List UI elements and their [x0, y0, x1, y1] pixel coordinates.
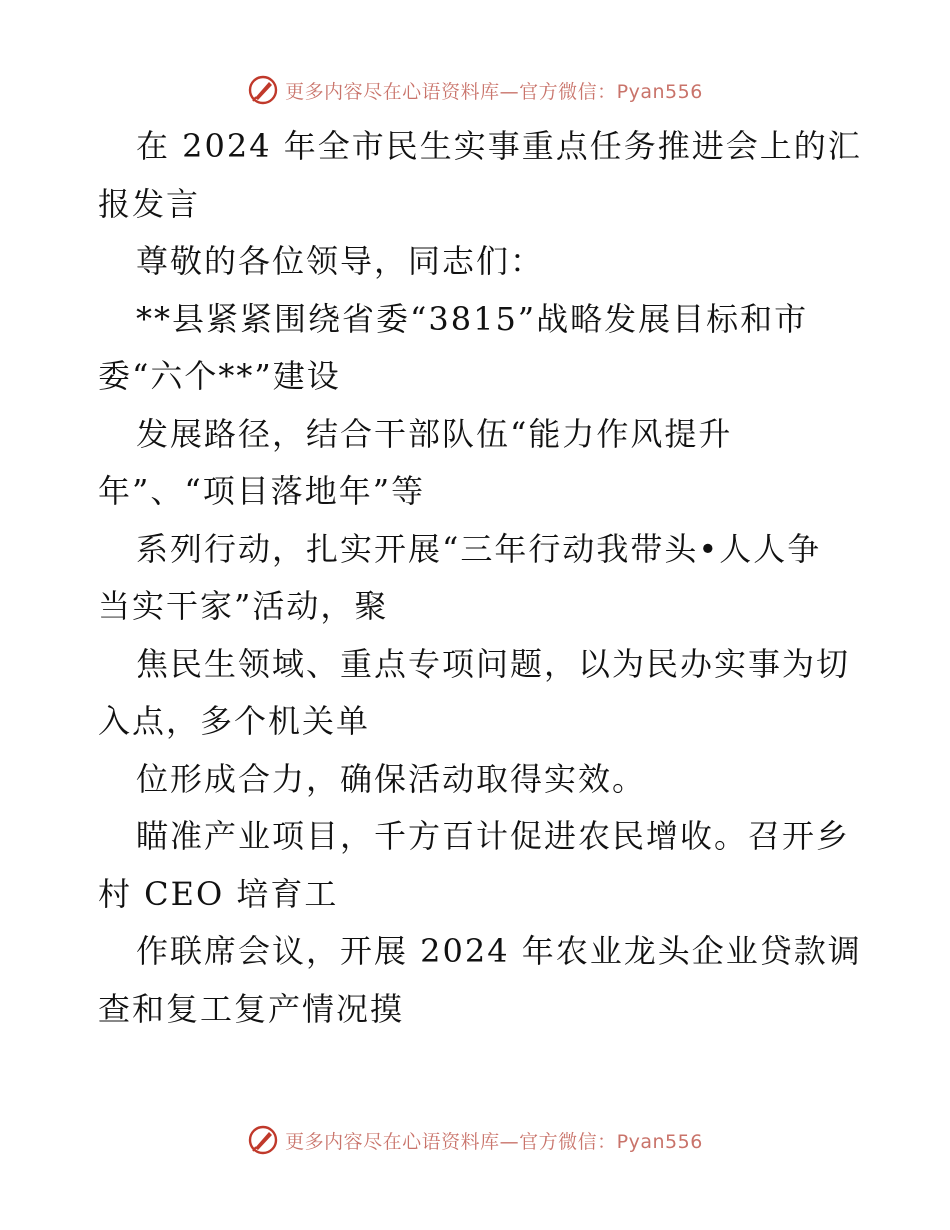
text-line: 作联席会议，开展 2024 年农业龙头企业贷款调: [136, 932, 862, 970]
text-line: 村 CEO 培育工: [98, 874, 339, 913]
footer-watermark: [0, 1120, 950, 1160]
text-line: 系列行动，扎实开展“三年行动我带头•人人争: [136, 529, 822, 568]
document-body: [98, 118, 862, 1038]
quill-pen-logo-icon: [247, 1124, 279, 1156]
text-line: 报发言: [98, 184, 201, 223]
text-line: 年”、“项目落地年”等: [98, 472, 426, 510]
header-watermark: [0, 70, 950, 110]
quill-pen-logo-icon: [247, 74, 279, 106]
text-line: 当实干家”活动，聚: [98, 587, 389, 625]
text-line: 位形成合力，确保活动取得实效。: [136, 759, 647, 798]
text-line: **县紧紧围绕省委“3815”战略发展目标和市: [136, 299, 809, 338]
text-line: 焦民生领域、重点专项问题，以为民办实事为切: [136, 644, 851, 683]
watermark-text: 更多内容尽在心语资料库—官方微信：Pyan556: [285, 1130, 703, 1153]
text-line: 瞄准产业项目，千方百计促进农民增收。召开乡: [136, 817, 851, 855]
text-line: 入点，多个机关单: [98, 702, 371, 740]
text-line: 发展路径，结合干部队伍“能力作风提升: [136, 414, 733, 453]
text-line: 尊敬的各位领导，同志们：: [136, 242, 545, 280]
text-line: 委“六个**”建设: [98, 357, 341, 395]
text-line: 在 2024 年全市民生实事重点任务推进会上的汇: [136, 127, 862, 165]
watermark-text: 更多内容尽在心语资料库—官方微信：Pyan556: [285, 80, 703, 103]
text-line: 查和复工复产情况摸: [98, 989, 405, 1028]
